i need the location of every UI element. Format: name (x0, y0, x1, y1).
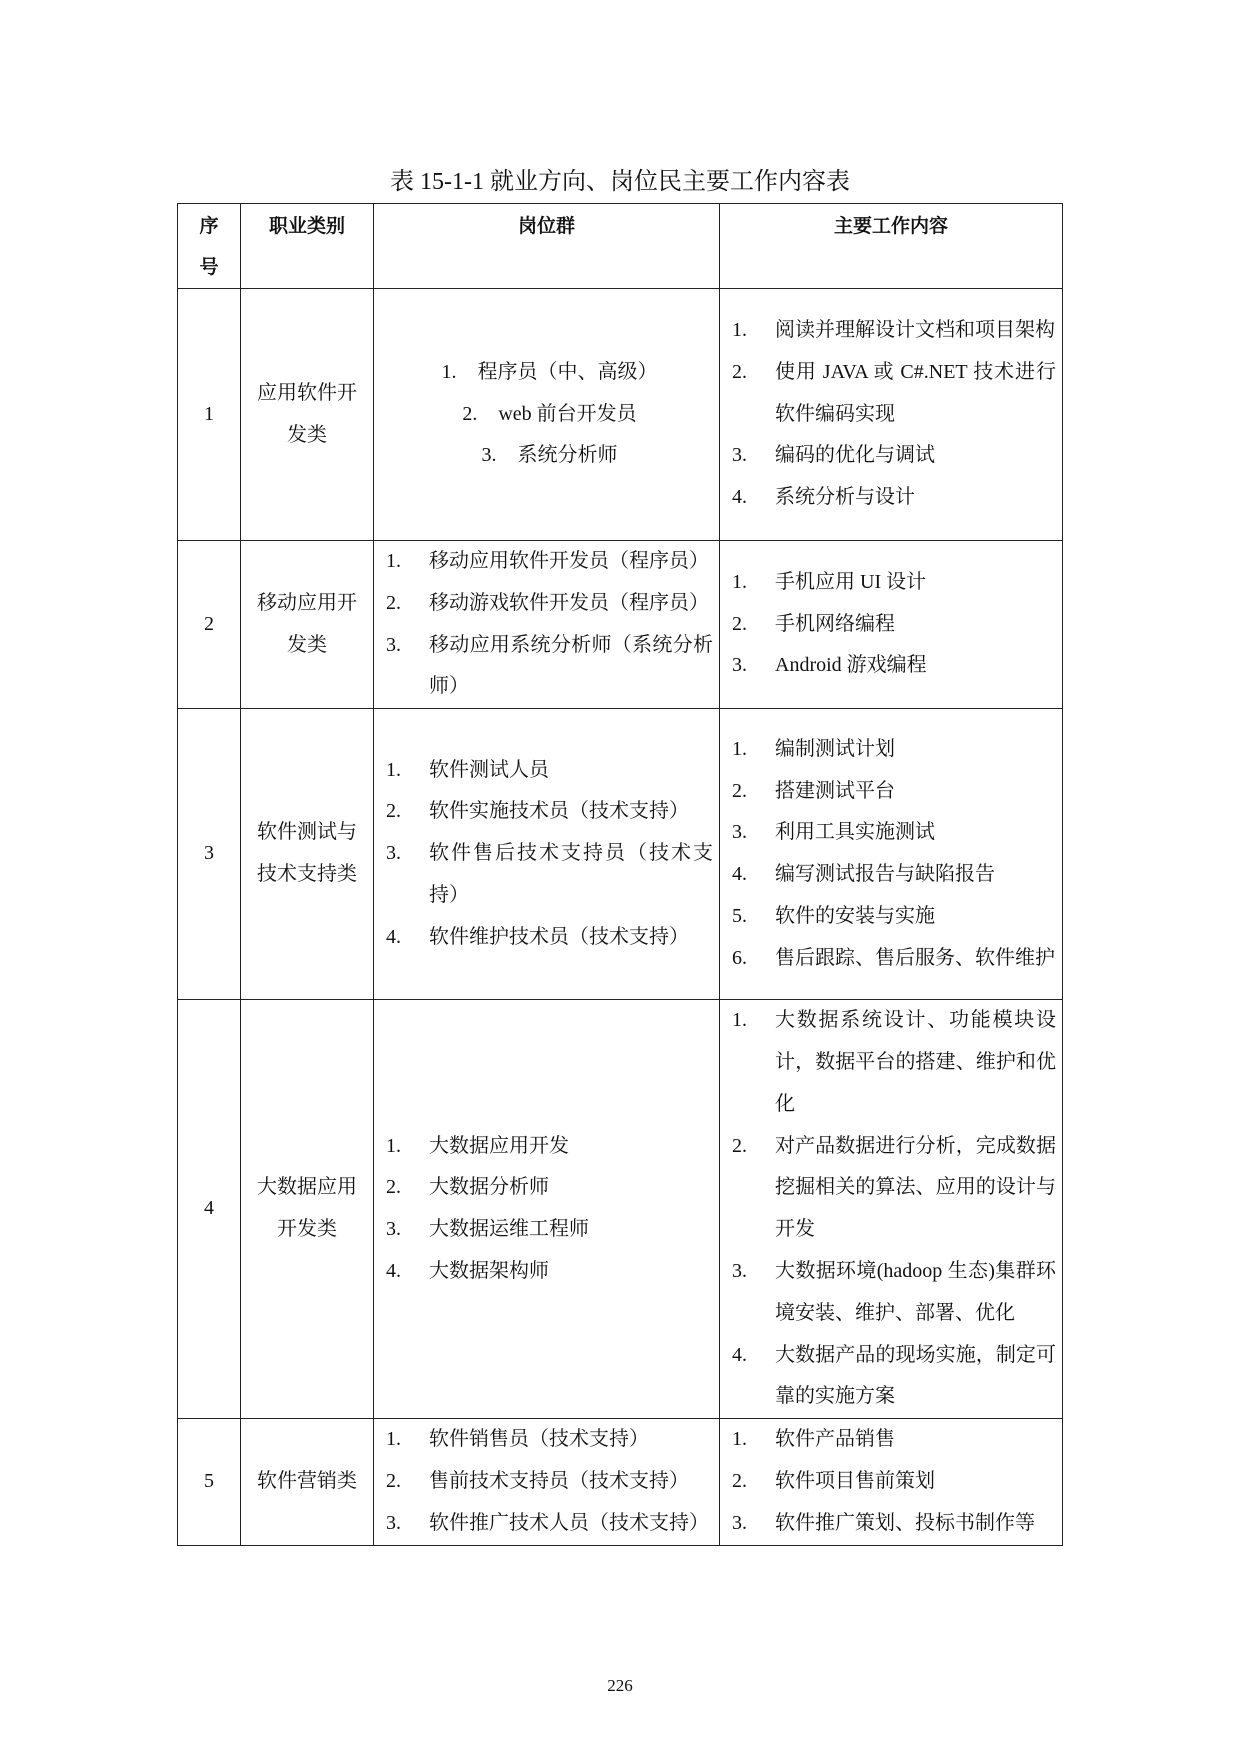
item-text: 软件销售员（技术支持） (429, 1428, 649, 1451)
item-number: 1. (386, 550, 401, 572)
item-text: 阅读并理解设计文档和项目架构 (775, 319, 1055, 341)
item-number: 4. (386, 1259, 401, 1282)
list-item (386, 1419, 713, 1461)
positions-list (374, 541, 719, 708)
list-item (386, 1251, 713, 1293)
item-text: 售前技术支持员（技术支持） (429, 1470, 689, 1493)
list-item (386, 1461, 713, 1503)
item-number: 3. (386, 633, 401, 656)
cell-category (241, 1419, 374, 1546)
list-item (386, 541, 713, 583)
item-number: 2. (732, 360, 747, 383)
list-item (386, 435, 713, 477)
item-number: 5. (732, 904, 747, 927)
list-item (732, 435, 1056, 477)
item-number: 1. (732, 1428, 747, 1451)
list-item (386, 833, 713, 917)
list-item (386, 583, 713, 625)
item-number: 3. (386, 1512, 401, 1535)
item-number: 1. (732, 737, 747, 760)
employment-table (177, 203, 1063, 1546)
list-item (732, 1503, 1056, 1545)
item-text: 软件项目售前策划 (775, 1470, 935, 1493)
list-item (732, 1126, 1056, 1251)
item-text: 大数据分析师 (429, 1176, 549, 1199)
list-item (386, 625, 713, 709)
list-item (732, 645, 1056, 687)
item-number: 1. (386, 1428, 401, 1451)
list-item (732, 1335, 1056, 1419)
category-text: 大数据应用开发类 (257, 1176, 357, 1241)
cell-positions (374, 289, 720, 541)
item-text: 移动应用软件开发员（程序员） (429, 550, 709, 572)
list-item (732, 562, 1056, 604)
item-text: web 前台开发员 (498, 402, 637, 425)
list-item (386, 352, 713, 394)
item-text: 软件产品销售 (775, 1428, 895, 1451)
positions-list (374, 1419, 719, 1544)
item-text: 软件推广技术人员（技术支持） (429, 1512, 709, 1535)
item-number: 3. (732, 821, 747, 844)
item-number: 3. (732, 1259, 747, 1282)
list-item (732, 352, 1056, 436)
item-number: 1. (386, 758, 401, 781)
cell-category (241, 289, 374, 541)
item-number: 2. (732, 612, 747, 635)
cell-positions (374, 1000, 720, 1419)
item-text: Android 游戏编程 (775, 654, 927, 677)
item-text: 手机应用 UI 设计 (775, 570, 927, 593)
item-text: 编写测试报告与缺陷报告 (775, 863, 995, 886)
item-text: 程序员（中、高级） (477, 360, 658, 383)
list-item (386, 1503, 713, 1545)
cell-work (720, 1419, 1063, 1546)
item-number: 1. (732, 1009, 747, 1032)
list-item (386, 917, 713, 959)
list-item (732, 310, 1056, 352)
item-text: 手机网络编程 (775, 612, 895, 635)
cell-category (241, 1000, 374, 1419)
item-number: 2. (732, 1470, 747, 1493)
list-item (732, 1251, 1056, 1335)
list-item (732, 1461, 1056, 1503)
item-number: 3. (386, 842, 401, 865)
item-number: 2. (386, 800, 401, 823)
item-number: 2. (386, 1470, 401, 1493)
item-number: 3. (732, 654, 747, 677)
item-number: 3. (732, 444, 747, 467)
item-text: 软件测试人员 (429, 758, 549, 781)
item-number: 1. (386, 1134, 401, 1157)
table-row (178, 541, 1063, 709)
list-item (732, 1000, 1056, 1125)
item-number: 1. (732, 570, 747, 593)
item-text: 售后跟踪、售后服务、软件维护 (775, 946, 1055, 969)
item-text: 软件实施技术员（技术支持） (429, 800, 689, 823)
table-row (178, 1419, 1063, 1546)
header-positions: 岗位群 (374, 204, 720, 289)
item-number: 1. (732, 319, 747, 341)
item-number: 1. (441, 360, 457, 383)
item-text: 软件的安装与实施 (775, 904, 935, 927)
item-text: 对产品数据进行分析，完成数据挖掘相关的算法、应用的设计与开发 (775, 1134, 1056, 1241)
table-row (178, 709, 1063, 1000)
cell-work (720, 1000, 1063, 1419)
item-text: 搭建测试平台 (775, 779, 895, 802)
item-text: 移动应用系统分析师（系统分析师） (429, 633, 713, 698)
positions-list (374, 352, 719, 477)
item-number: 2. (732, 1134, 747, 1157)
list-item (386, 750, 713, 792)
header-category: 职业类别 (241, 204, 374, 289)
positions-list (374, 1126, 719, 1293)
item-text: 编制测试计划 (775, 737, 895, 760)
item-text: 软件售后技术支持员（技术支持） (429, 842, 713, 907)
item-number: 2. (462, 402, 478, 425)
cell-seq: 3 (178, 709, 241, 1000)
category-text: 应用软件开发类 (257, 381, 357, 446)
item-number: 4. (732, 486, 747, 509)
header-seq: 序号 (178, 204, 241, 289)
item-text: 大数据应用开发 (429, 1134, 569, 1157)
cell-work (720, 709, 1063, 1000)
cell-positions (374, 709, 720, 1000)
list-item (732, 1419, 1056, 1461)
item-number: 3. (386, 1218, 401, 1241)
cell-work (720, 541, 1063, 709)
list-item (732, 938, 1056, 980)
item-text: 移动游戏软件开发员（程序员） (429, 591, 709, 614)
item-number: 4. (386, 925, 401, 948)
item-number: 2. (386, 591, 401, 614)
item-text: 大数据环境(hadoop 生态)集群环境安装、维护、部署、优化 (775, 1259, 1056, 1324)
work-list (720, 729, 1062, 980)
table-row (178, 289, 1063, 541)
table-row (178, 1000, 1063, 1419)
cell-positions (374, 541, 720, 709)
cell-positions (374, 1419, 720, 1546)
item-number: 2. (386, 1176, 401, 1199)
item-number: 3. (481, 444, 497, 467)
list-item (386, 394, 713, 436)
list-item (732, 729, 1056, 771)
item-number: 3. (732, 1512, 747, 1535)
item-text: 使用 JAVA 或 C#.NET 技术进行软件编码实现 (775, 360, 1056, 425)
list-item (732, 604, 1056, 646)
header-row (178, 204, 1063, 289)
cell-work (720, 289, 1063, 541)
item-number: 4. (732, 1343, 747, 1366)
cell-seq: 2 (178, 541, 241, 709)
category-text: 软件营销类 (257, 1470, 357, 1493)
cell-category (241, 541, 374, 709)
list-item (386, 1126, 713, 1168)
cell-seq: 5 (178, 1419, 241, 1546)
work-list (720, 1419, 1062, 1544)
category-text: 移动应用开发类 (257, 591, 357, 656)
item-text: 编码的优化与调试 (775, 444, 935, 467)
item-number: 4. (732, 863, 747, 886)
item-number: 2. (732, 779, 747, 802)
item-text: 软件维护技术员（技术支持） (429, 925, 689, 948)
table-title: 表 15-1-1 就业方向、岗位民主要工作内容表 (390, 169, 850, 195)
list-item (732, 771, 1056, 813)
cell-category (241, 709, 374, 1000)
item-text: 系统分析与设计 (775, 486, 915, 509)
work-list (720, 1000, 1062, 1418)
item-text: 系统分析师 (517, 444, 618, 467)
list-item (732, 477, 1056, 519)
work-list (720, 562, 1062, 687)
item-text: 大数据架构师 (429, 1259, 549, 1282)
cell-seq: 4 (178, 1000, 241, 1419)
item-text: 大数据运维工程师 (429, 1218, 589, 1241)
item-text: 大数据系统设计、功能模块设计，数据平台的搭建、维护和优化 (775, 1009, 1056, 1115)
list-item (732, 854, 1056, 896)
list-item (386, 791, 713, 833)
list-item (732, 812, 1056, 854)
item-text: 软件推广策划、投标书制作等 (775, 1512, 1035, 1535)
list-item (386, 1167, 713, 1209)
header-work: 主要工作内容 (720, 204, 1063, 289)
item-number: 6. (732, 946, 747, 969)
item-text: 大数据产品的现场实施，制定可靠的实施方案 (775, 1343, 1056, 1408)
list-item (732, 896, 1056, 938)
work-list (720, 310, 1062, 519)
list-item (386, 1209, 713, 1251)
category-text: 软件测试与技术支持类 (257, 821, 357, 886)
cell-seq: 1 (178, 289, 241, 541)
item-text: 利用工具实施测试 (775, 821, 935, 844)
page-number: 226 (607, 1676, 633, 1695)
positions-list (374, 750, 719, 959)
